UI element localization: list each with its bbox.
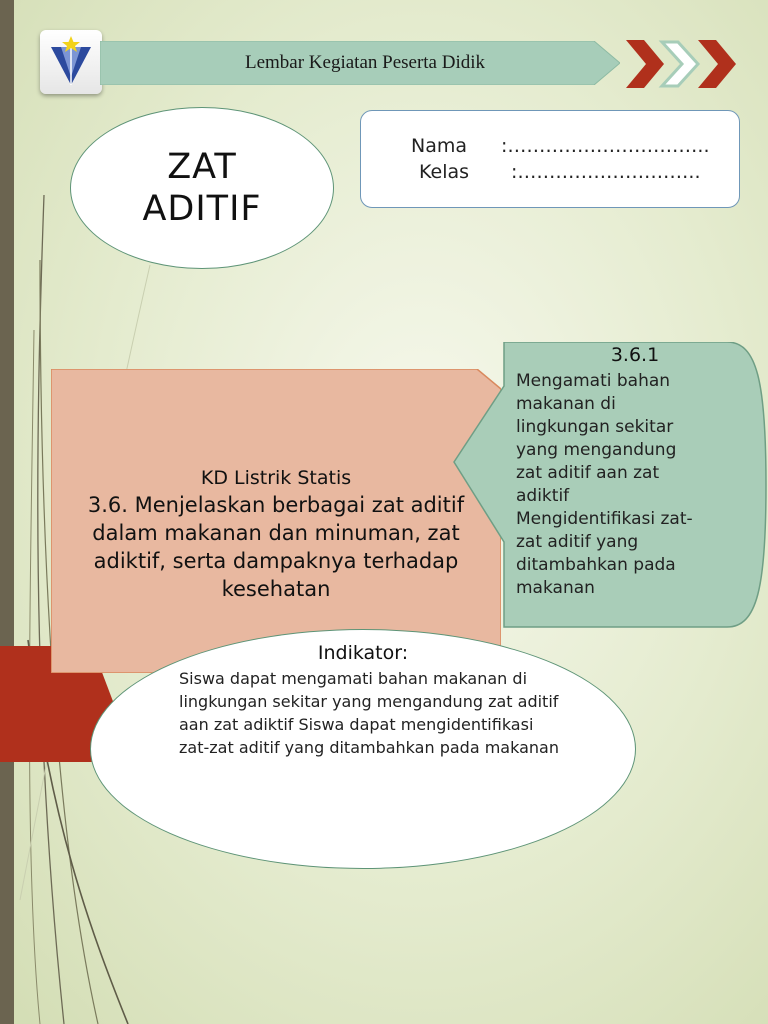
- chevron-arrows-icon: [624, 38, 742, 90]
- kd-description: 3.6. Menjelaskan berbagai zat aditif dalam makanan dan minuman, zat adiktif, serta dampaknya terhadap kesehatan: [87, 493, 465, 601]
- kd-text: [61, 465, 491, 603]
- kd-heading: KD Listrik Statis: [200, 467, 352, 489]
- indicator-number: 3.6.1: [610, 344, 660, 366]
- header-banner: [100, 41, 620, 85]
- indikator-title: Indikator:: [317, 642, 409, 664]
- indikator-body: Siswa dapat mengamati bahan makanan di lingkungan sekitar yang mengandung zat aditif aan zat adiktif Siswa dapat mengidentifikasi zat-zat aditif yang ditambahkan pada makanan: [179, 669, 559, 757]
- class-field[interactable]: :………………………..: [511, 161, 701, 183]
- title-line-2: ADITIF: [142, 189, 262, 229]
- indicator-callout: [452, 342, 768, 628]
- identity-box: [360, 110, 740, 208]
- school-logo: [40, 30, 102, 94]
- logo-emblem-icon: [45, 35, 97, 89]
- title-line-1: ZAT: [167, 147, 237, 187]
- name-field[interactable]: :…………………………..: [501, 135, 710, 157]
- indikator-oval: [90, 629, 636, 869]
- kd-box: [51, 369, 501, 673]
- name-label: Nama: [411, 135, 468, 157]
- header-title: Lembar Kegiatan Peserta Didik: [244, 52, 486, 73]
- class-label: Kelas: [419, 161, 470, 183]
- title-oval: [70, 107, 334, 269]
- indicator-callout-text: Mengamati bahan makanan di lingkungan sekitar yang mengandung zat aditif aan zat adiktif Mengidentifikasi zat-zat aditif yang ditambahkan pada makanan: [516, 371, 693, 598]
